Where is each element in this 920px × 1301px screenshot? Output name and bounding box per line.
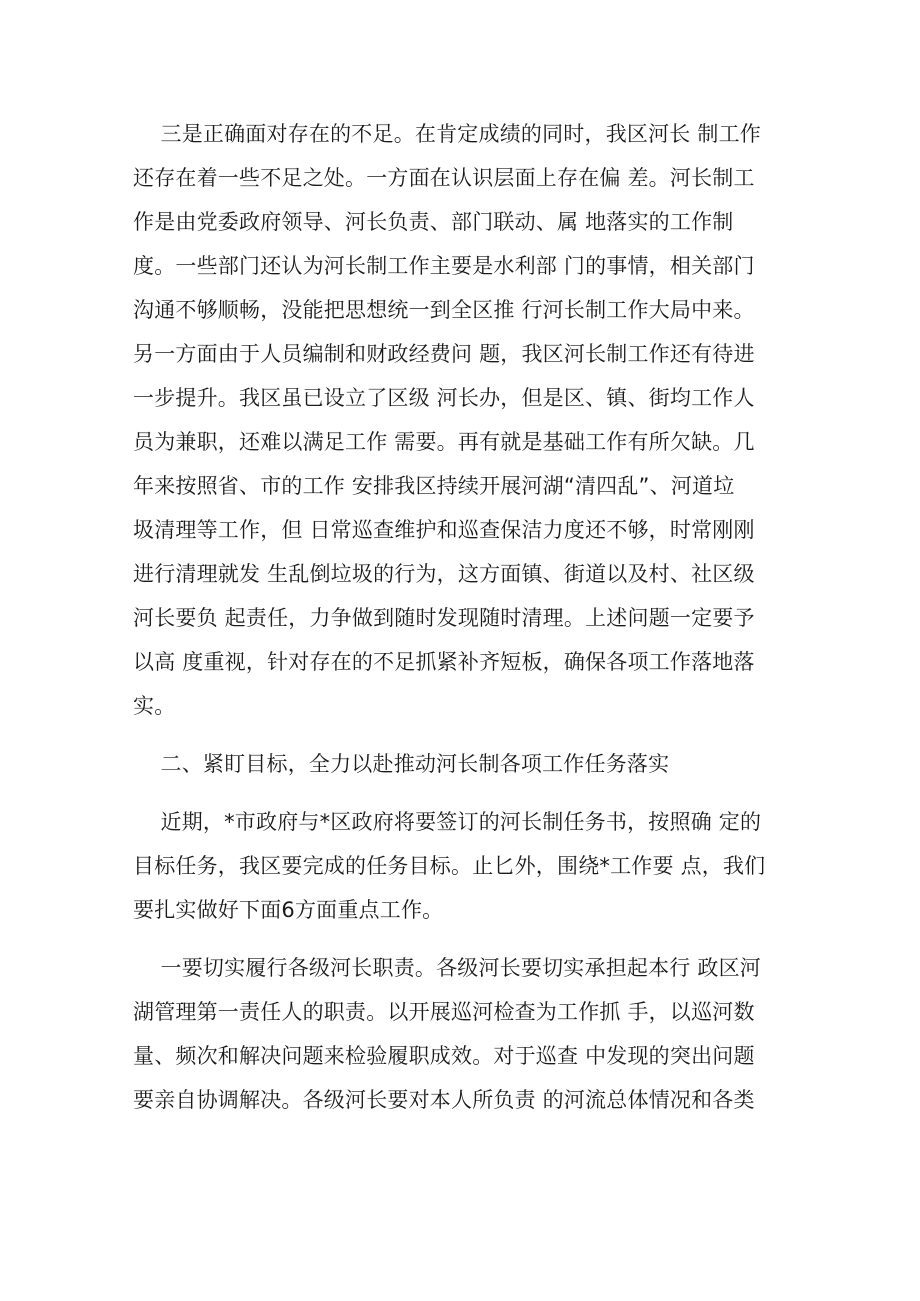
text-line: 三是正确面对存在的不足。在肯定成绩的同时，我区河长 制工作	[133, 122, 761, 146]
paragraph-shortcomings	[133, 112, 803, 728]
text-line: 目标任务，我区要完成的任务目标。止匕外，围绕*工作要 点，我们	[133, 854, 766, 878]
text-line: 以高 度重视，针对存在的不足抓紧补齐短板，确保各项工作落地落	[133, 650, 755, 674]
text-line: 圾清理等工作，但 日常巡查维护和巡查保洁力度还不够，时常刚刚	[133, 518, 755, 542]
paragraph-duties	[133, 946, 803, 1122]
text-line: 作是由党委政府领导、河长负责、部门联动、属 地落实的工作制	[133, 210, 734, 234]
text-line: 一步提升。我区虽已设立了区级 河长办，但是区、镇、街均工作人	[133, 386, 755, 410]
text-line: 河长要负 起责任，力争做到随时发现随时清理。上述问题一定要予	[133, 606, 755, 630]
text-line: 进行清理就发 生乱倒垃圾的行为，这方面镇、街道以及村、社区级	[133, 562, 755, 586]
text-line: 湖管理第一责任人的职责。以开展巡河检查为工作抓 手，以巡河数	[133, 1000, 755, 1024]
text-line: 量、频次和解决问题来检验履职成效。对于巡查 中发现的突出问题	[133, 1044, 755, 1068]
heading-line: 二、紧盯目标，全力以赴推动河长制各项工作任务落实	[133, 752, 670, 776]
paragraph-gap	[133, 728, 803, 742]
section-heading	[133, 742, 803, 786]
text-line: 一要切实履行各级河长职责。各级河长要切实承担起本行 政区河	[133, 956, 761, 980]
text-line: 实。	[133, 694, 176, 718]
document-body	[133, 112, 803, 1122]
text-line: 要亲自协调解决。各级河长要对本人所负责 的河流总体情况和各类	[133, 1088, 755, 1112]
text-line: 员为兼职，还难以满足工作 需要。再有就是基础工作有所欠缺。几	[133, 430, 755, 454]
text-line: 沟通不够顺畅，没能把思想统一到全区推 行河长制工作大局中来。	[133, 298, 755, 322]
text-line: 还存在着一些不足之处。一方面在认识层面上存在偏 差。河长制工	[133, 166, 755, 190]
text-line: 要扎实做好下面6方面重点工作。	[133, 898, 444, 922]
text-line: 另一方面由于人员编制和财政经费问 题，我区河长制工作还有待进	[133, 342, 755, 366]
paragraph-targets	[133, 800, 803, 932]
text-line: 近期，*市政府与*区政府将要签订的河长制任务书，按照确 定的	[133, 810, 762, 834]
paragraph-gap	[133, 932, 803, 946]
text-line: 年来按照省、市的工作 安排我区持续开展河湖“清四乱”、河道垃	[133, 474, 735, 498]
text-line: 度。一些部门还认为河长制工作主要是水利部 门的事情，相关部门	[133, 254, 755, 278]
paragraph-gap	[133, 786, 803, 800]
